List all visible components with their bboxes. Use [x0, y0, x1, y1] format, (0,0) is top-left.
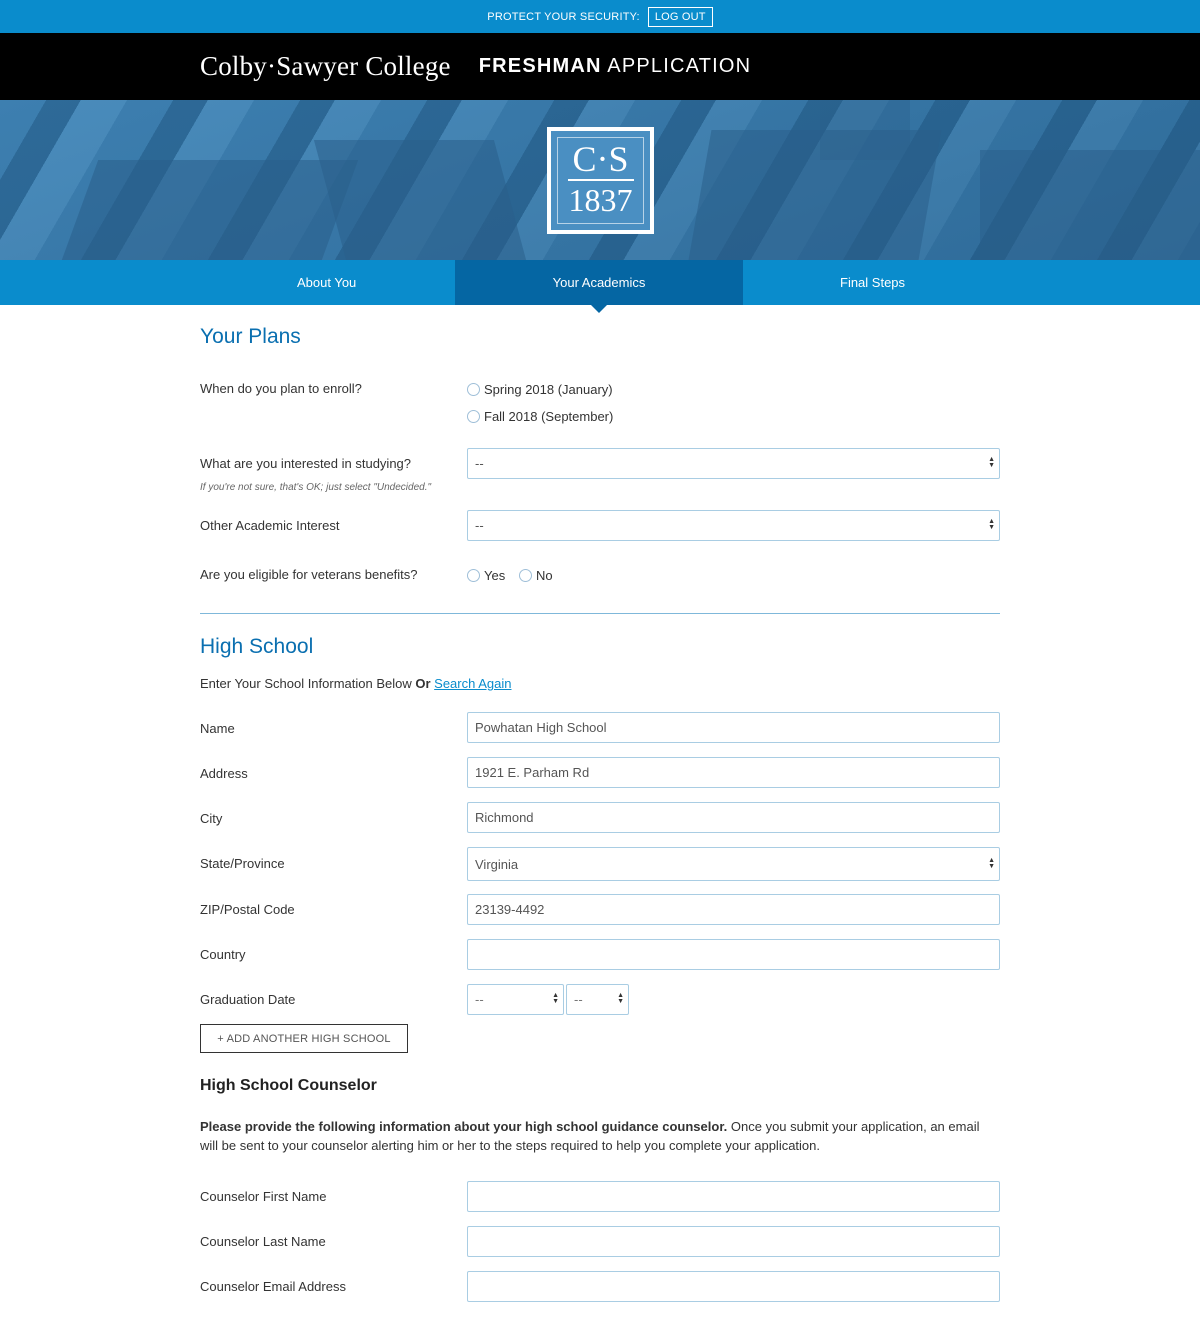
radio-circle-icon[interactable] — [467, 410, 480, 423]
study-interest-select[interactable] — [467, 448, 1000, 479]
protect-security-text: PROTECT YOUR SECURITY: — [487, 10, 640, 23]
high-school-heading: High School — [200, 635, 314, 658]
veterans-option-yes[interactable] — [467, 568, 505, 583]
section-divider — [200, 613, 1000, 614]
graduation-month-select[interactable] — [467, 984, 564, 1015]
select-arrows-icon: ▲ ▼ — [988, 857, 995, 870]
school-state-value: Virginia — [475, 856, 519, 872]
college-logo-text[interactable]: Colby·Sawyer College — [200, 51, 451, 81]
counselor-heading: High School Counselor — [200, 1077, 377, 1094]
application-title — [479, 55, 752, 78]
other-interest-select[interactable] — [467, 510, 1000, 541]
counselor-first-name-label: Counselor First Name — [200, 1189, 327, 1204]
security-bar — [0, 0, 1200, 33]
select-arrows-icon: ▲ ▼ — [988, 456, 995, 469]
counselor-instructions-bold: Please provide the following information about your high school guidance counselor. — [200, 1119, 728, 1134]
site-header — [0, 33, 1200, 100]
graduation-year-select[interactable] — [566, 984, 629, 1015]
veterans-label: Are you eligible for veterans benefits? — [200, 567, 418, 582]
application-tabs — [0, 260, 1200, 305]
school-city-input[interactable]: Richmond — [467, 802, 1000, 833]
enroll-option-fall[interactable] — [467, 409, 613, 424]
search-again-link[interactable]: Search Again — [434, 676, 512, 691]
school-intro-label: Enter Your School Information Below — [200, 676, 416, 691]
graduation-year-value: -- — [574, 992, 583, 1007]
counselor-instructions — [200, 1117, 1000, 1155]
tab-about-you[interactable]: About You — [297, 275, 357, 290]
school-city-label: City — [200, 811, 223, 826]
enroll-label: When do you plan to enroll? — [200, 381, 362, 396]
school-address-input[interactable]: 1921 E. Parham Rd — [467, 757, 1000, 788]
select-arrows-icon: ▲ ▼ — [552, 992, 559, 1005]
seal-year: 1837 — [568, 182, 633, 218]
school-zip-input[interactable]: 23139-4492 — [467, 894, 1000, 925]
enroll-option-fall-label: Fall 2018 (September) — [484, 409, 614, 424]
radio-circle-icon[interactable] — [519, 569, 532, 582]
school-state-label: State/Province — [200, 856, 285, 871]
school-address-label: Address — [200, 766, 248, 781]
counselor-email-label: Counselor Email Address — [200, 1279, 346, 1294]
school-intro-or: Or — [415, 676, 431, 691]
graduation-month-value: -- — [475, 992, 484, 1007]
counselor-first-name-input[interactable] — [467, 1181, 1000, 1212]
school-state-select[interactable] — [467, 847, 1000, 881]
counselor-email-input[interactable] — [467, 1271, 1000, 1302]
logout-button[interactable]: LOG OUT — [648, 7, 713, 27]
school-name-label: Name — [200, 721, 235, 736]
veterans-yes-label: Yes — [484, 568, 506, 583]
select-arrows-icon: ▲ ▼ — [617, 992, 624, 1005]
school-name-input[interactable]: Powhatan High School — [467, 712, 1000, 743]
school-country-label: Country — [200, 947, 246, 962]
counselor-last-name-input[interactable] — [467, 1226, 1000, 1257]
counselor-last-name-label: Counselor Last Name — [200, 1234, 326, 1249]
campus-hero-image — [0, 100, 1200, 260]
other-interest-label: Other Academic Interest — [200, 518, 340, 533]
school-intro-text — [200, 676, 512, 691]
enroll-option-spring-label: Spring 2018 (January) — [484, 382, 613, 397]
your-plans-heading: Your Plans — [200, 325, 301, 348]
tab-your-academics[interactable]: Your Academics — [455, 260, 743, 305]
school-country-input[interactable] — [467, 939, 1000, 970]
counselor-instructions-rest: Once you submit your application, an email will be sent to your counselor alerting him or her to the steps required to help you complete your application. — [200, 1119, 980, 1153]
study-interest-label: What are you interested in studying? — [200, 456, 412, 471]
radio-circle-icon[interactable] — [467, 383, 480, 396]
select-arrows-icon: ▲ ▼ — [988, 518, 995, 531]
application-title-bold: FRESHMAN — [478, 55, 602, 77]
study-interest-hint: If you're not sure, that's OK; just select "Undecided." — [200, 482, 432, 493]
radio-circle-icon[interactable] — [467, 569, 480, 582]
college-seal-logo — [547, 127, 654, 234]
veterans-no-label: No — [536, 568, 553, 583]
seal-initials: C·S — [572, 139, 629, 179]
other-interest-value: -- — [475, 518, 484, 533]
school-zip-label: ZIP/Postal Code — [200, 902, 295, 917]
study-interest-value: -- — [475, 456, 484, 471]
enroll-option-spring[interactable] — [467, 382, 613, 397]
graduation-date-label: Graduation Date — [200, 992, 296, 1007]
veterans-option-no[interactable] — [519, 568, 553, 583]
add-another-high-school-button[interactable]: + ADD ANOTHER HIGH SCHOOL — [200, 1024, 408, 1053]
application-title-rest: APPLICATION — [601, 55, 752, 77]
tab-final-steps[interactable]: Final Steps — [840, 275, 906, 290]
